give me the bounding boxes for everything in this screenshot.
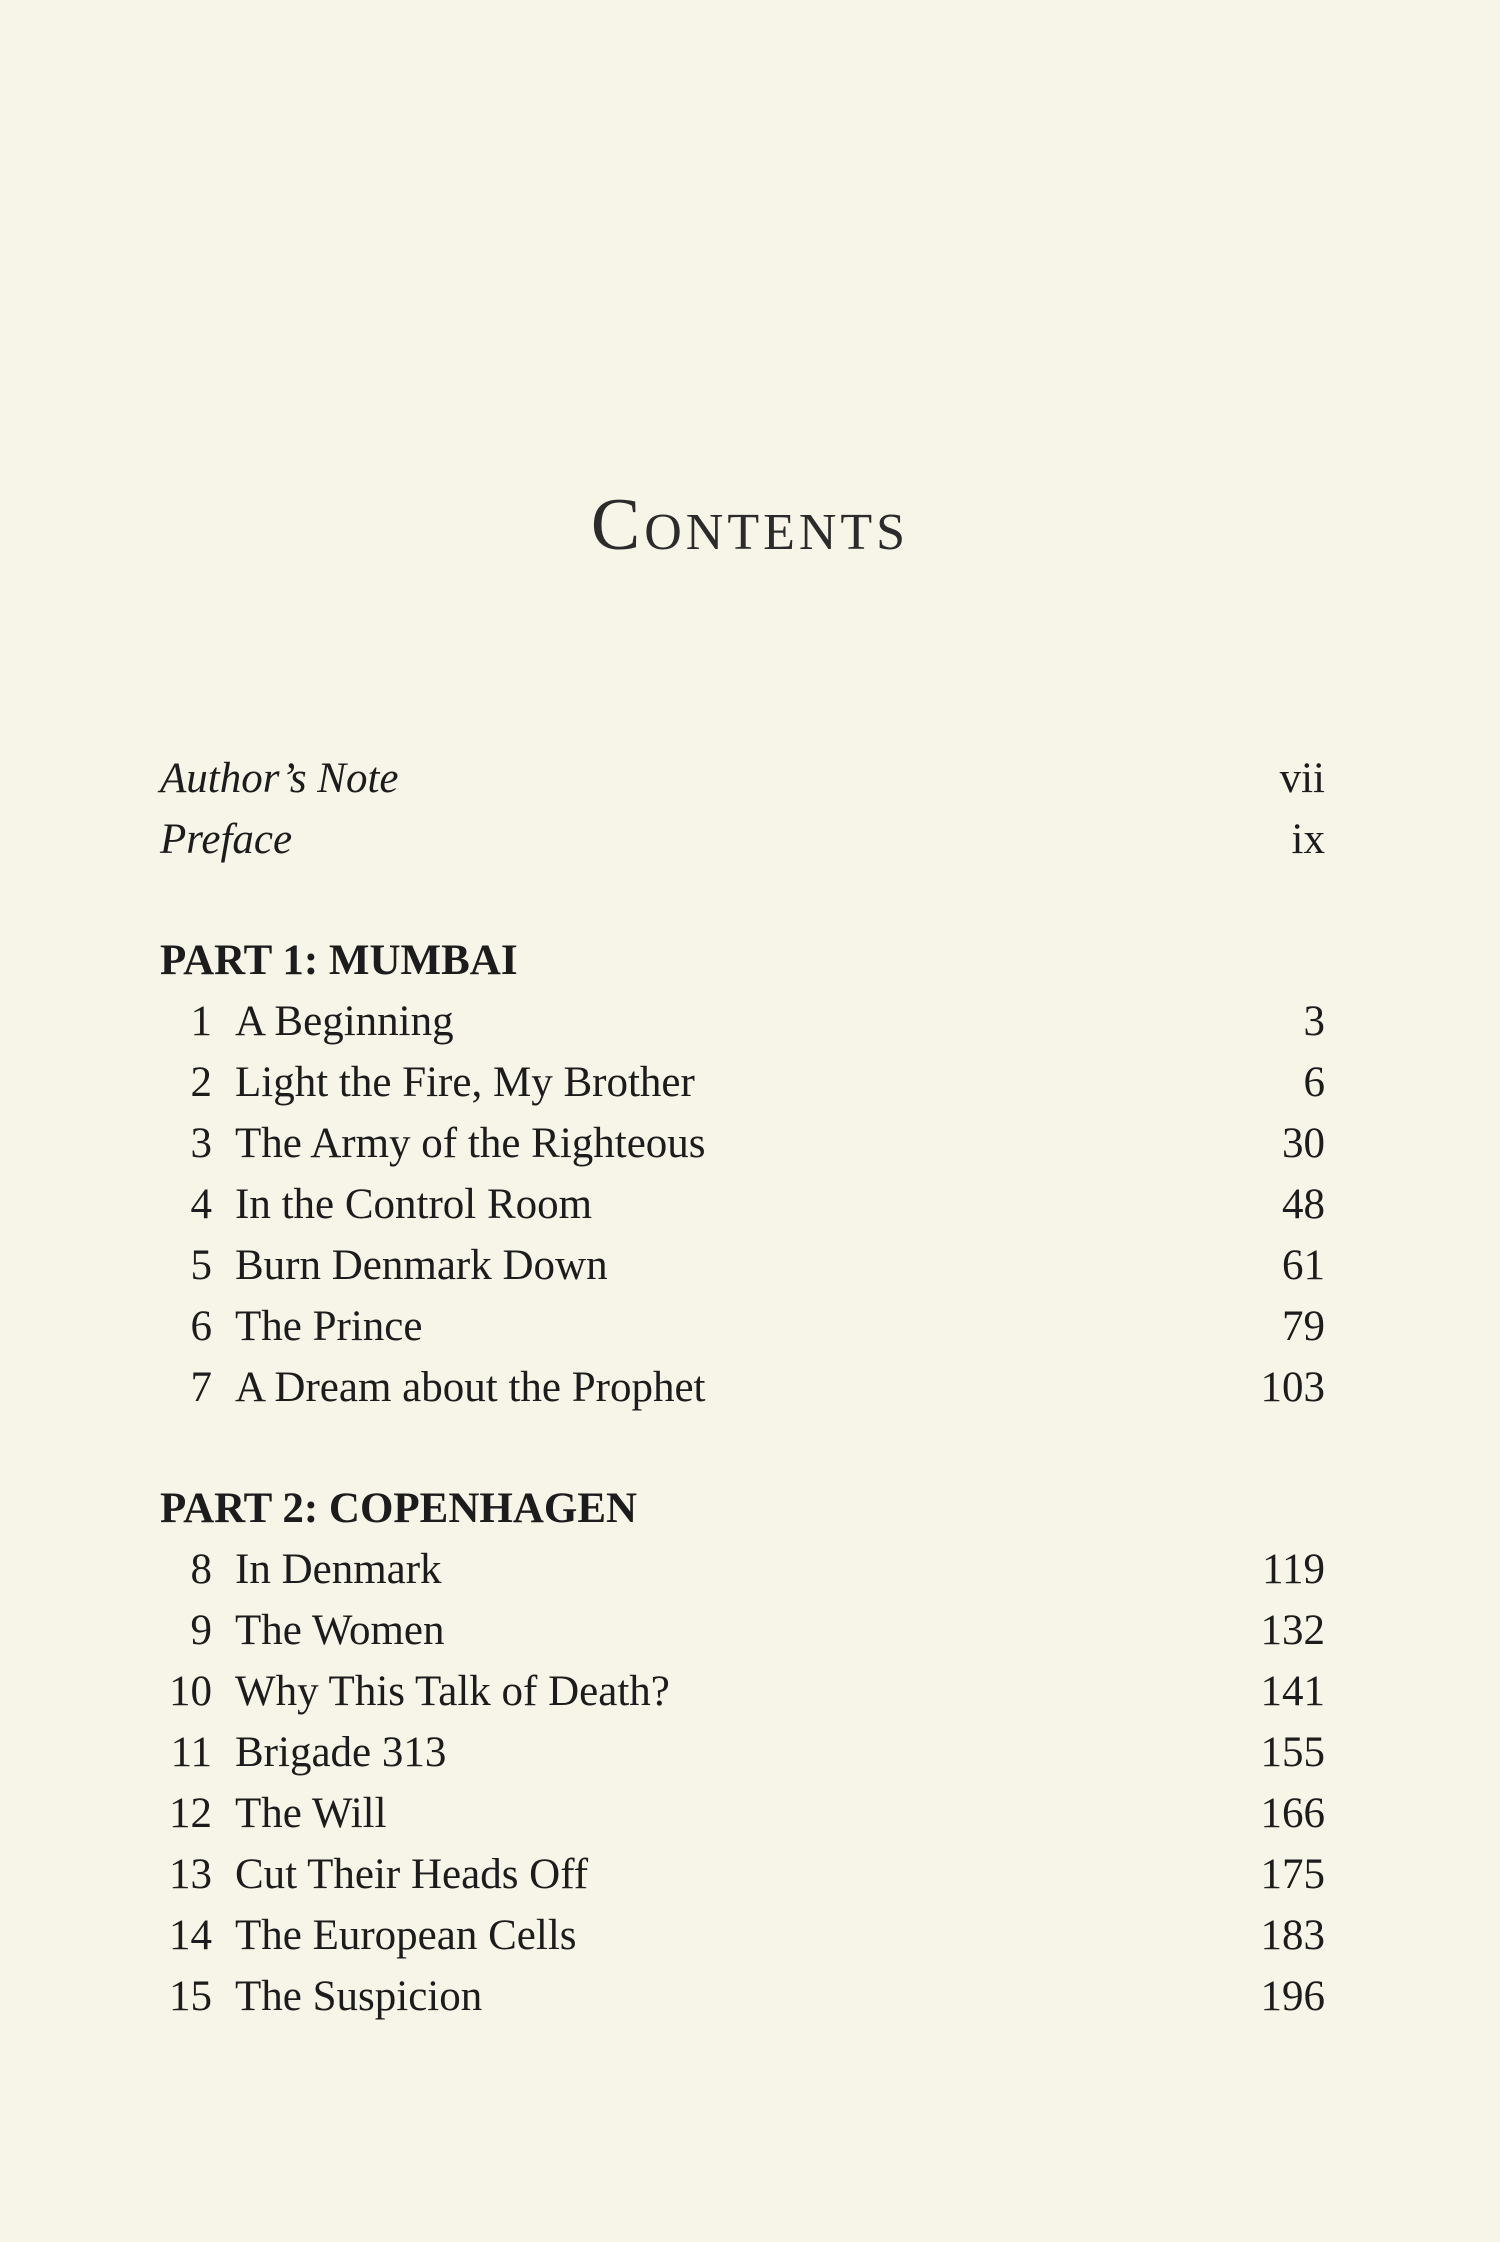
- chapter-title: The Women: [235, 1607, 445, 1654]
- chapter-title: The Army of the Righteous: [235, 1120, 706, 1167]
- chapter-number: 2: [190, 1059, 212, 1106]
- toc-chapter: [160, 1844, 1325, 1905]
- chapter-page: 103: [1260, 1364, 1325, 1411]
- chapter-page: 61: [1282, 1242, 1325, 1289]
- chapter-number: 4: [190, 1181, 212, 1228]
- chapter-title: Burn Denmark Down: [235, 1242, 608, 1289]
- toc-chapter: [160, 991, 1325, 1052]
- chapter-title: A Dream about the Prophet: [235, 1364, 706, 1411]
- chapter-number: 9: [190, 1607, 212, 1654]
- table-of-contents: [160, 748, 1325, 2027]
- entry-page: vii: [1279, 755, 1325, 802]
- chapter-page: 79: [1282, 1303, 1325, 1350]
- chapter-title: In Denmark: [235, 1546, 442, 1593]
- chapter-title: In the Control Room: [235, 1181, 593, 1228]
- chapter-page: 141: [1260, 1668, 1325, 1715]
- chapter-title: Brigade 313: [235, 1729, 447, 1776]
- toc-chapter: [160, 1174, 1325, 1235]
- chapter-page: 166: [1260, 1790, 1325, 1837]
- chapter-title: Cut Their Heads Off: [235, 1851, 589, 1898]
- part-1-heading: PART 1: MUMBAI: [160, 937, 518, 984]
- entry-page: ix: [1291, 816, 1325, 863]
- page-title: Contents: [590, 484, 910, 566]
- chapter-title: Light the Fire, My Brother: [235, 1059, 695, 1106]
- toc-chapter: [160, 1661, 1325, 1722]
- chapter-number: 5: [190, 1242, 212, 1289]
- toc-chapter: [160, 1600, 1325, 1661]
- toc-chapter: [160, 1966, 1325, 2027]
- chapter-number: 1: [190, 998, 212, 1045]
- chapter-title: The European Cells: [235, 1912, 577, 1959]
- chapter-title: The Suspicion: [235, 1973, 483, 2020]
- chapter-number: 3: [190, 1120, 212, 1167]
- toc-chapter: [160, 1052, 1325, 1113]
- toc-entry-authors-note: [160, 748, 1325, 809]
- part-2-chapters: [160, 1539, 1325, 2027]
- chapter-number: 11: [170, 1729, 212, 1776]
- toc-chapter: [160, 1357, 1325, 1418]
- entry-title: Preface: [160, 816, 293, 863]
- chapter-number: 14: [169, 1912, 212, 1959]
- toc-chapter: [160, 1235, 1325, 1296]
- chapter-title: Why This Talk of Death?: [235, 1668, 670, 1715]
- chapter-number: 8: [190, 1546, 212, 1593]
- chapter-title: The Will: [235, 1790, 387, 1837]
- chapter-page: 175: [1260, 1851, 1325, 1898]
- chapter-number: 7: [190, 1364, 212, 1411]
- toc-entry-preface: [160, 809, 1325, 870]
- chapter-page: 132: [1260, 1607, 1325, 1654]
- chapter-number: 13: [169, 1851, 212, 1898]
- toc-chapter: [160, 1113, 1325, 1174]
- chapter-title: A Beginning: [235, 998, 454, 1045]
- toc-chapter: [160, 1905, 1325, 1966]
- chapter-page: 196: [1260, 1973, 1325, 2020]
- chapter-page: 6: [1303, 1059, 1325, 1106]
- chapter-page: 119: [1262, 1546, 1325, 1593]
- chapter-title: The Prince: [235, 1303, 423, 1350]
- chapter-page: 48: [1282, 1181, 1325, 1228]
- toc-chapter: [160, 1539, 1325, 1600]
- toc-chapter: [160, 1722, 1325, 1783]
- chapter-page: 183: [1260, 1912, 1325, 1959]
- chapter-number: 15: [169, 1973, 212, 2020]
- chapter-page: 30: [1282, 1120, 1325, 1167]
- chapter-number: 10: [169, 1668, 212, 1715]
- toc-chapter: [160, 1296, 1325, 1357]
- chapter-page: 3: [1303, 998, 1325, 1045]
- chapter-page: 155: [1260, 1729, 1325, 1776]
- chapter-number: 12: [169, 1790, 212, 1837]
- chapter-number: 6: [190, 1303, 212, 1350]
- entry-title: Author’s Note: [160, 755, 399, 802]
- toc-chapter: [160, 1783, 1325, 1844]
- part-2-heading: PART 2: COPENHAGEN: [160, 1485, 638, 1532]
- part-1-chapters: [160, 991, 1325, 1418]
